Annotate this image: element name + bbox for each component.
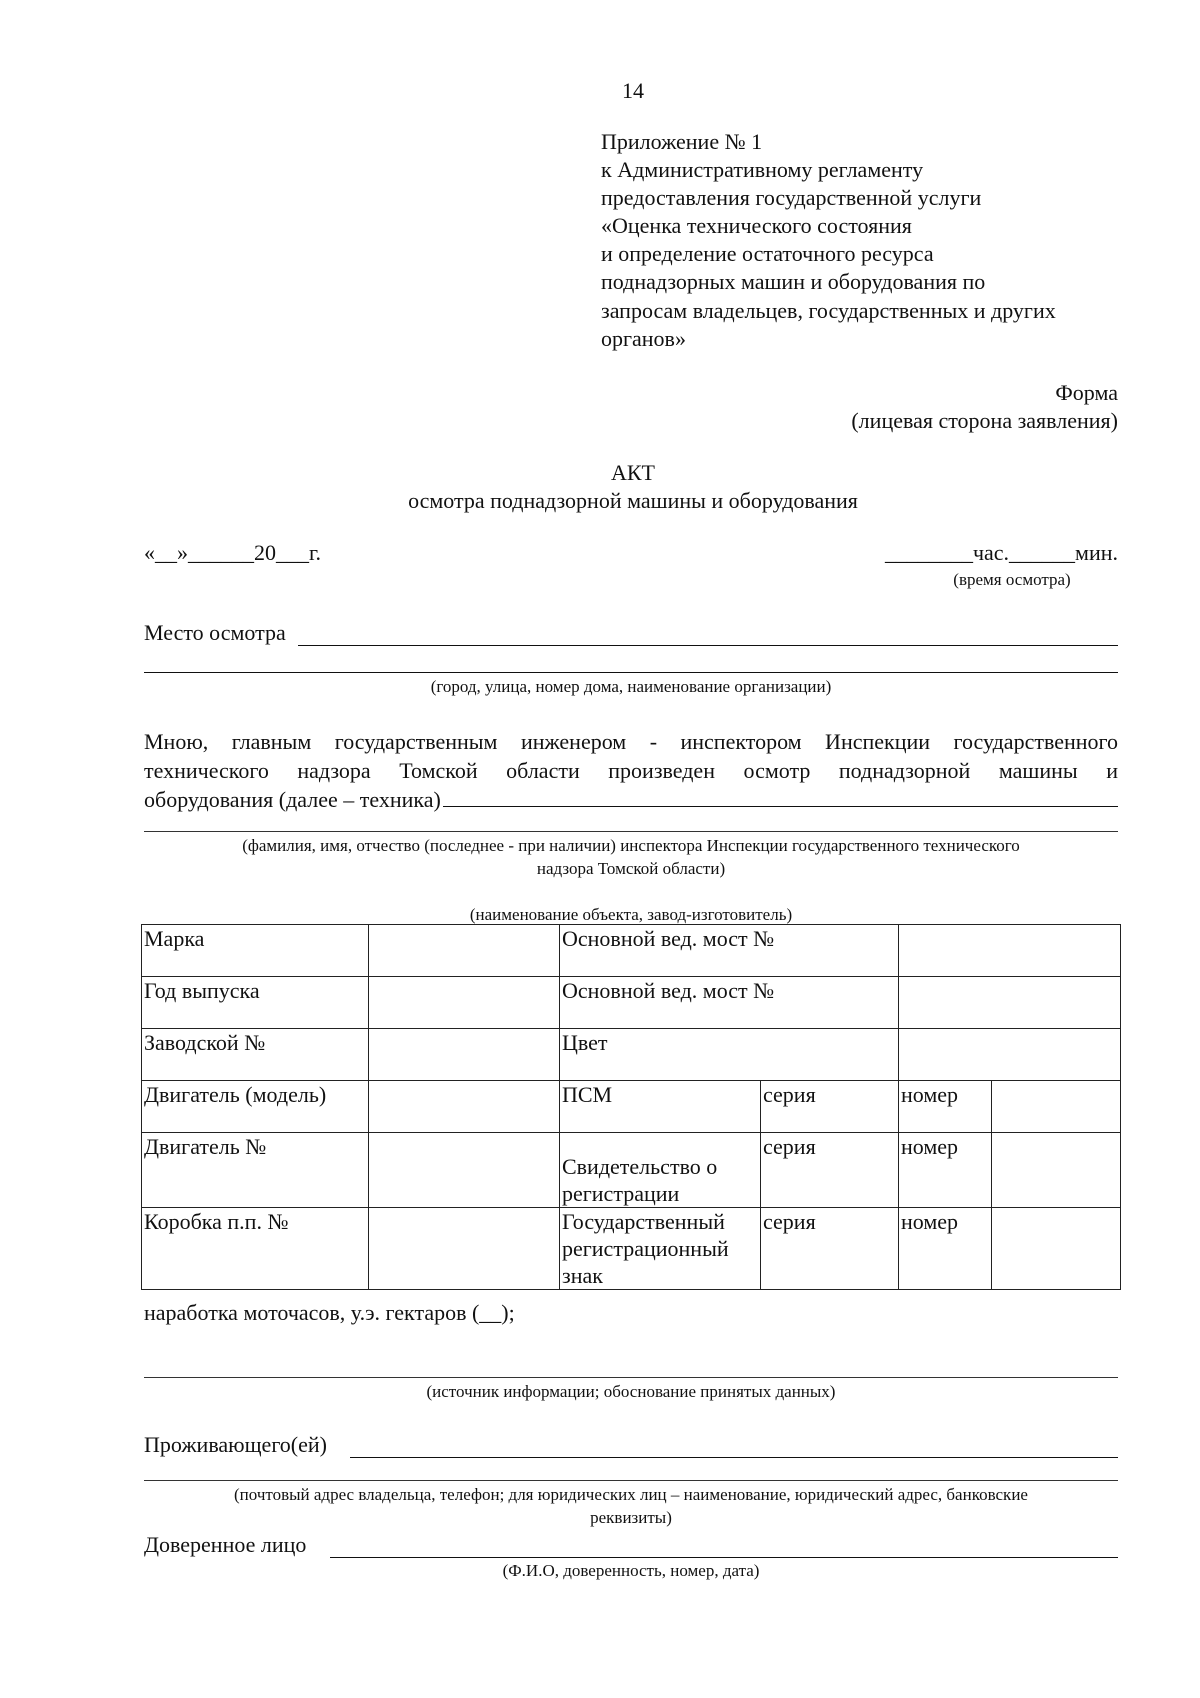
place-label: Место осмотра: [144, 620, 286, 645]
inspector-name-line[interactable]: [144, 831, 1118, 832]
inspector-paragraph: [144, 727, 1118, 814]
appendix-line: поднадзорных машин и оборудования по: [601, 269, 986, 295]
table-value-cell[interactable]: [369, 1029, 560, 1081]
place-input-line-2[interactable]: [144, 672, 1118, 673]
number-cell[interactable]: номер: [899, 1081, 992, 1133]
table-row: [142, 1133, 1121, 1208]
series-cell[interactable]: серия: [761, 1133, 899, 1208]
resident-input-line-2[interactable]: [144, 1480, 1118, 1481]
table-value-cell[interactable]: [369, 1208, 560, 1290]
table-value-cell[interactable]: [369, 1081, 560, 1133]
table-row: [142, 977, 1121, 1029]
table-value-cell[interactable]: [899, 925, 1121, 977]
appendix-line: «Оценка технического состояния: [601, 213, 912, 239]
table-label-cell: ПСМ: [560, 1081, 761, 1133]
series-cell[interactable]: серия: [761, 1208, 899, 1290]
table-label-cell: Двигатель (модель): [142, 1081, 369, 1133]
appendix-line: запросам владельцев, государственных и других: [601, 297, 1056, 323]
table-label-cell: Свидетельство о регистрации: [560, 1133, 761, 1208]
table-value-cell[interactable]: [992, 1208, 1121, 1290]
table-label-cell: Государственный регистрационный знак: [560, 1208, 761, 1290]
table-label-cell: Заводской №: [142, 1029, 369, 1081]
resident-caption-2: реквизиты): [590, 1508, 672, 1527]
table-label-cell: Основной вед. мост №: [560, 977, 899, 1029]
table-value-cell[interactable]: [992, 1081, 1121, 1133]
place-input-line[interactable]: [298, 645, 1118, 646]
appendix-header: [601, 128, 1056, 353]
hours-line: наработка моточасов, у.э. гектаров (__);: [144, 1300, 515, 1325]
table-label-cell: Основной вед. мост №: [560, 925, 899, 977]
time-field[interactable]: ________час.______мин.: [884, 540, 1118, 565]
table-row: [142, 1029, 1121, 1081]
inspector-last-line: оборудования (далее – техника): [144, 787, 441, 812]
table-value-cell[interactable]: [899, 977, 1121, 1029]
trustee-label: Доверенное лицо: [144, 1532, 307, 1557]
inspector-caption-2: надзора Томской области): [536, 859, 726, 878]
time-caption: (время осмотра): [953, 570, 1071, 589]
number-cell[interactable]: номер: [899, 1133, 992, 1208]
table-value-cell[interactable]: [992, 1133, 1121, 1208]
object-caption: (наименование объекта, завод-изготовитель): [469, 905, 793, 924]
act-subtitle: осмотра поднадзорной машины и оборудования: [408, 488, 858, 513]
specs-table: [141, 924, 1121, 1290]
appendix-line: предоставления государственной услуги: [601, 185, 982, 211]
series-cell[interactable]: серия: [761, 1081, 899, 1133]
resident-label: Проживающего(ей): [144, 1432, 327, 1457]
table-row: [142, 1208, 1121, 1290]
trustee-caption: (Ф.И.О, доверенность, номер, дата): [502, 1561, 760, 1580]
table-row: [142, 1081, 1121, 1133]
table-value-cell[interactable]: [899, 1029, 1121, 1081]
table-label-cell: Марка: [142, 925, 369, 977]
page-number: 14: [622, 78, 644, 103]
source-input-line[interactable]: [144, 1377, 1118, 1378]
act-title: АКТ: [611, 460, 655, 485]
appendix-line: Приложение № 1: [601, 129, 763, 154]
object-input-line[interactable]: [443, 786, 1118, 807]
table-label-cell: Коробка п.п. №: [142, 1208, 369, 1290]
appendix-line: и определение остаточного ресурса: [601, 241, 934, 267]
appendix-line: к Административному регламенту: [601, 157, 924, 183]
table-row: [142, 925, 1121, 977]
form-sublabel: (лицевая сторона заявления): [851, 408, 1118, 433]
inspector-text: Мною, главным государственным инженером - инспектором Инспекции государственного технического надзора Томской области произведен осмотр поднадзорной машины и: [144, 729, 1118, 783]
appendix-line: органов»: [601, 325, 686, 351]
table-value-cell[interactable]: [369, 977, 560, 1029]
table-label-cell: Двигатель №: [142, 1133, 369, 1208]
trustee-input-line[interactable]: [330, 1557, 1118, 1558]
date-field[interactable]: «__»______20___г.: [144, 540, 322, 565]
number-cell[interactable]: номер: [899, 1208, 992, 1290]
source-caption: (источник информации; обоснование принятых данных): [426, 1382, 836, 1401]
table-value-cell[interactable]: [369, 925, 560, 977]
table-label-cell: Год выпуска: [142, 977, 369, 1029]
inspector-caption: (фамилия, имя, отчество (последнее - при наличии) инспектора Инспекции государственного технического: [242, 836, 1020, 855]
place-caption: (город, улица, номер дома, наименование организации): [430, 677, 832, 696]
resident-caption: (почтовый адрес владельца, телефон; для юридических лиц – наименование, юридический адрес, банковские: [234, 1485, 1028, 1504]
resident-input-line[interactable]: [350, 1457, 1118, 1458]
form-label: Форма: [1055, 380, 1118, 405]
table-label-cell: Цвет: [560, 1029, 899, 1081]
table-value-cell[interactable]: [369, 1133, 560, 1208]
